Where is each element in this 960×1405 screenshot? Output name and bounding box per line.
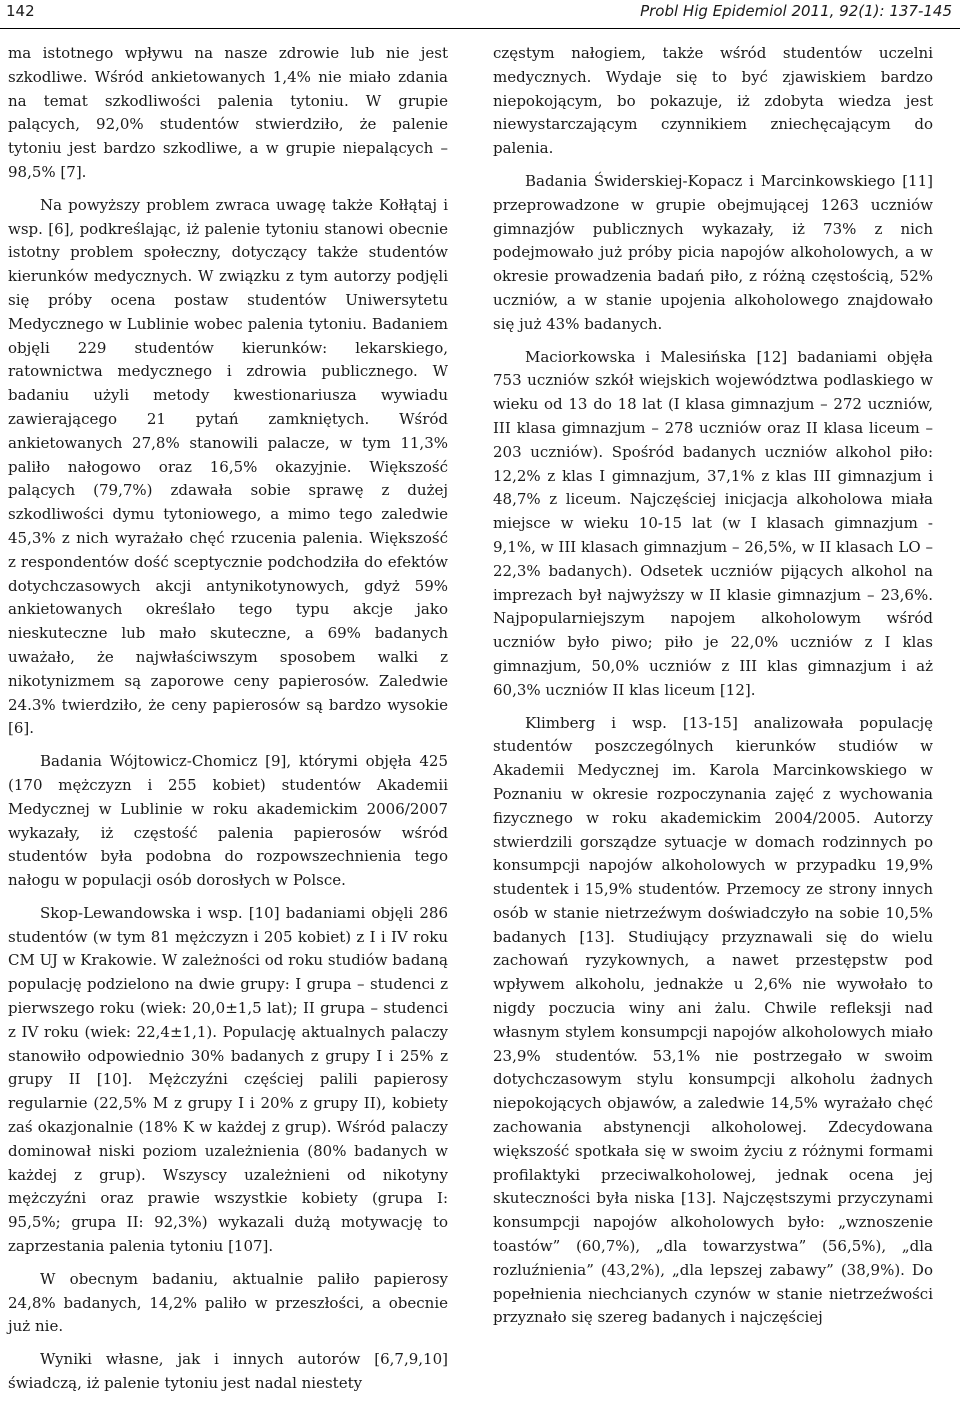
journal-reference: Probl Hig Epidemiol 2011, 92(1): 137-145: [640, 2, 952, 20]
paragraph: Wyniki własne, jak i innych autorów [6,7,9,10] świadczą, iż palenie tytoniu jest nadal niestety: [8, 1350, 448, 1393]
left-column: [8, 42, 448, 1405]
paragraph: ma istotnego wpływu na nasze zdrowie lub nie jest szkodliwe. Wśród ankietowanych 1,4% nie miało zdania na temat szkodliwości palenia tytoniu. W grupie palących, 92,0% studentów stwierdziło, że palenie tytoniu jest bardzo szkodliwe, a w grupie niepalących – 98,5% [7].: [8, 44, 448, 181]
paragraph: Skop-Lewandowska i wsp. [10] badaniami objęli 286 studentów (w tym 81 mężczyzn i 205 kobiet) z I i IV roku CM UJ w Krakowie. W zależności od roku studiów badaną populację podzielono na dwie grupy: I grupa – studenci z pierwszego roku (wiek: 20,0±1,5 lat); II grupa – studenci z IV roku (wiek: 22,4±1,1). Populację aktualnych palaczy stanowiło odpowiednio 30% badanych z grupy I i 25% z grupy II [10]. Mężczyźni częściej palili papierosy regularnie (22,5% M z grupy I i 20% z grupy II), kobiety zaś okazjonalnie (18% K w każdej z grup). Wśród palaczy dominował niski poziom uzależnienia (80% badanych w każdej z grup). Wszyscy uzależnieni od nikotyny mężczyźni oraz prawie wszystkie kobiety (grupa I: 95,5%; grupa II: 92,3%) wykazali dużą motywację to zaprzestania palenia tytoniu [107].: [8, 903, 448, 1256]
paragraph: Badania Świderskiej-Kopacz i Marcinkowskiego [11] przeprowadzone w grupie obejmującej 1263 uczniów gimnazjów publicznych wykazały, iż 73% z nich podejmowało już próby picia napojów alkoholowych, a w okresie prowadzenia badań piło, z różną częstością, 52% uczniów, a w stanie upojenia alkoholowego znajdowało się już 43% badanych.: [493, 171, 933, 333]
paragraph: częstym nałogiem, także wśród studentów uczelni medycznych. Wydaje się to być zjawiskiem bardzo niepokojącym, bo pokazuje, iż zdobyta wiedza jest niewystarczającym czynnikiem zniechęcającym do palenia.: [493, 44, 933, 158]
paragraph: W obecnym badaniu, aktualnie paliło papierosy 24,8% badanych, 14,2% paliło w przeszłości, a obecnie już nie.: [8, 1269, 448, 1336]
paragraph: Na powyższy problem zwraca uwagę także Kołłątaj i wsp. [6], podkreślając, iż palenie tytoniu stanowi obecnie istotny problem społeczny, dotyczący także studentów kierunków medycznych. W związku z tym autorzy podjęli się próby ocena postaw studentów Uniwersytetu Medycznego w Lublinie wobec palenia tytoniu. Badaniem objęli 229 studentów kierunków: lekarskiego, ratownictwa medycznego i zdrowia publicznego. W badaniu użyli metody kwestionariusza wywiadu zawierającego 21 pytań zamkniętych. Wśród ankietowanych 27,8% stanowili palacze, w tym 11,3% paliło nałogowo oraz 16,5% okazyjnie. Większość palących (79,7%) zdawała sobie sprawę z dużej szkodliwości dymu tytoniowego, a mimo tego zaledwie 45,3% z nich wyrażało chęć rzucenia palenia. Większość z respondentów dość sceptycznie podchodziła do efektów dotychczasowych akcji antynikotynowych, gdyż 59% ankietowanych określało tego typu akcje jako nieskuteczne lub mało skuteczne, a 69% badanych uważało, że najwłaściwszym sposobem walki z nikotynizmem są zaporowe ceny papierosów. Zaledwie 24.3% twierdziło, że ceny papierosów są bardzo wysokie [6].: [8, 195, 448, 738]
page-number: 142: [6, 2, 35, 20]
right-column: [493, 42, 933, 1339]
paragraph: Maciorkowska i Malesińska [12] badaniami objęła 753 uczniów szkół wiejskich województwa podlaskiego w wieku od 13 do 18 lat (I klasa gimnazjum – 272 uczniów, III klasa gimnazjum – 278 uczniów oraz II klasa liceum – 203 uczniów). Spośród badanych uczniów alkohol piło: 12,2% z klas I gimnazjum, 37,1% z klas III gimnazjum i 48,7% z liceum. Najczęściej inicjacja alkoholowa miała miejsce w wieku 10-15 lat (w I klasach gimnazjum - 9,1%, w III klasach gimnazjum – 26,5%, w II klasach LO – 22,3% badanych). Odsetek uczniów pijących alkohol na imprezach był najwyższy w II klasie gimnazjum – 23,6%. Najpopularniejszym napojem alkoholowym wśród uczniów było piwo; piło je 22,0% uczniów z I klas gimnazjum, 50,0% uczniów z III klas gimnazjum i aż 60,3% uczniów II klas liceum [12].: [493, 347, 933, 699]
paragraph: Badania Wójtowicz-Chomicz [9], którymi objęła 425 (170 mężczyzn i 255 kobiet) studentów Akademii Medycznej w Lublinie w roku akademickim 2006/2007 wykazały, iż częstość palenia papierosów wśród studentów była podobna do rozpowszechnienia tego nałogu w populacji osób dorosłych w Polsce.: [8, 752, 448, 890]
page-header: [0, 0, 960, 29]
paragraph: Klimberg i wsp. [13-15] analizowała populację studentów poszczególnych kierunków studiów w Akademii Medycznej im. Karola Marcinkowskiego w Poznaniu w okresie rozpoczynania zajęć z wychowania fizycznego w roku akademickim 2004/2005. Autorzy stwierdzili gorsządze sytuacje w domach rodzinnych po konsumpcji napojów alkoholowych w przypadku 19,9% studentek i 15,9% studentów. Przemocy ze strony innych osób w stanie nietrzeźwym doświadczyło na sobie 10,5% badanych [13]. Studiujący przyznawali się do wielu zachowań ryzykownych, a nawet przestępstw pod wpływem alkoholu, jednakże u 2,6% nie wywołało to nigdy poczucia winy ani żalu. Chwile refleksji nad własnym stylem konsumpcji napojów alkoholowych miało 23,9% studentów. 53,1% nie postrzegało w swoim dotychczasowym stylu konsumpcji alkoholu żadnych niepokojących objawów, a zaledwie 14,5% wyrażało chęć zachowania abstynencji alkoholowej. Zdecydowana większość spotkała się w swoim życiu z różnymi formami profilaktyki przeciwalkoholowej, jednak ocena jej skuteczności była niska [13]. Najczęstszymi przyczynami konsumpcji napojów alkoholowych było: „wznoszenie toastów” (60,7%), „dla towarzystwa” (56,5%), „dla rozluźnienia” (43,2%), „dla lepszej zabawy” (38,9%). Do popełnienia niechcianych czynów w stanie nietrzeźwości przyznało się szereg badanych i najczęściej: [493, 713, 933, 1327]
